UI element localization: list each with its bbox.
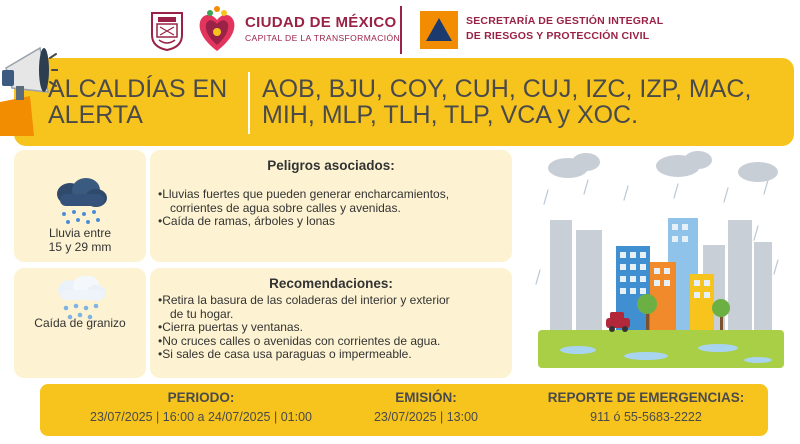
list-item: •Retira la basura de las coladeras del interior y exterior de tu hogar. (158, 293, 450, 321)
sgirpc-name-line1: SECRETARÍA DE GESTIÓN INTEGRAL (466, 15, 664, 27)
rain-panel (14, 150, 146, 262)
sgirpc-logo (420, 11, 458, 49)
hail-panel (14, 268, 146, 378)
rain-label-line2: 15 y 29 mm (48, 240, 112, 254)
rain-cloud-icon (48, 178, 112, 228)
list-item: •No cruces calles o avenidas con corrientes de agua. (158, 333, 441, 348)
rain-label-line1: Lluvia entre (48, 226, 112, 240)
reporte-label: REPORTE DE EMERGENCIAS: (547, 390, 745, 405)
emision-value: 23/07/2025 | 13:00 (373, 410, 479, 424)
alert-title (48, 76, 248, 128)
list-item: •Lluvias fuertes que pueden generar encharcamientos, corrientes de agua sobre calles y avenidas. (158, 187, 450, 215)
period-block (56, 390, 346, 424)
recommendations-title: Recomendaciones: (269, 276, 393, 291)
period-label: PERIODO: (167, 390, 235, 405)
page-header (0, 0, 800, 60)
hazards-title: Peligros asociados: (267, 158, 395, 173)
header-divider (400, 6, 402, 54)
list-item: •Si sales de casa usa paraguas o impermeable. (158, 347, 412, 361)
hail-label: Caída de granizo (34, 316, 126, 330)
footer-bar (40, 384, 768, 436)
hazards-list (158, 188, 504, 229)
alert-divider (248, 72, 250, 134)
cdmx-shield-logo (150, 11, 184, 51)
alert-title-line1: ALCALDÍAS EN (48, 75, 228, 103)
emision-label: EMISIÓN: (395, 390, 457, 405)
hazards-panel (150, 150, 512, 262)
cdmx-title: CIUDAD DE MÉXICO (245, 14, 397, 31)
alert-title-line2: ALERTA (48, 101, 143, 129)
rainy-city-illustration (528, 150, 790, 378)
sgirpc-name-line2: DE RIESGOS Y PROTECCIÓN CIVIL (466, 30, 650, 42)
list-item: •Caída de ramas, árboles y lonas (158, 214, 335, 228)
reporte-block (536, 390, 756, 424)
emergency-phone[interactable]: 911 ó 55-5683-2222 (590, 410, 702, 424)
cdmx-subtitle: CAPITAL DE LA TRANSFORMACIÓN (245, 33, 401, 43)
recommendations-list (158, 294, 504, 362)
heart-logo (196, 5, 238, 55)
rain-label (14, 226, 146, 254)
emision-block (346, 390, 506, 424)
alcaldias-list: AOB, BJU, COY, CUH, CUJ, IZC, IZP, MAC, MIH, MLP, TLH, TLP, VCA y XOC. (262, 75, 752, 129)
recommendations-panel (150, 268, 512, 378)
period-value: 23/07/2025 | 16:00 a 24/07/2025 | 01:00 (90, 410, 312, 424)
list-item: •Cierra puertas y ventanas. (158, 320, 303, 334)
